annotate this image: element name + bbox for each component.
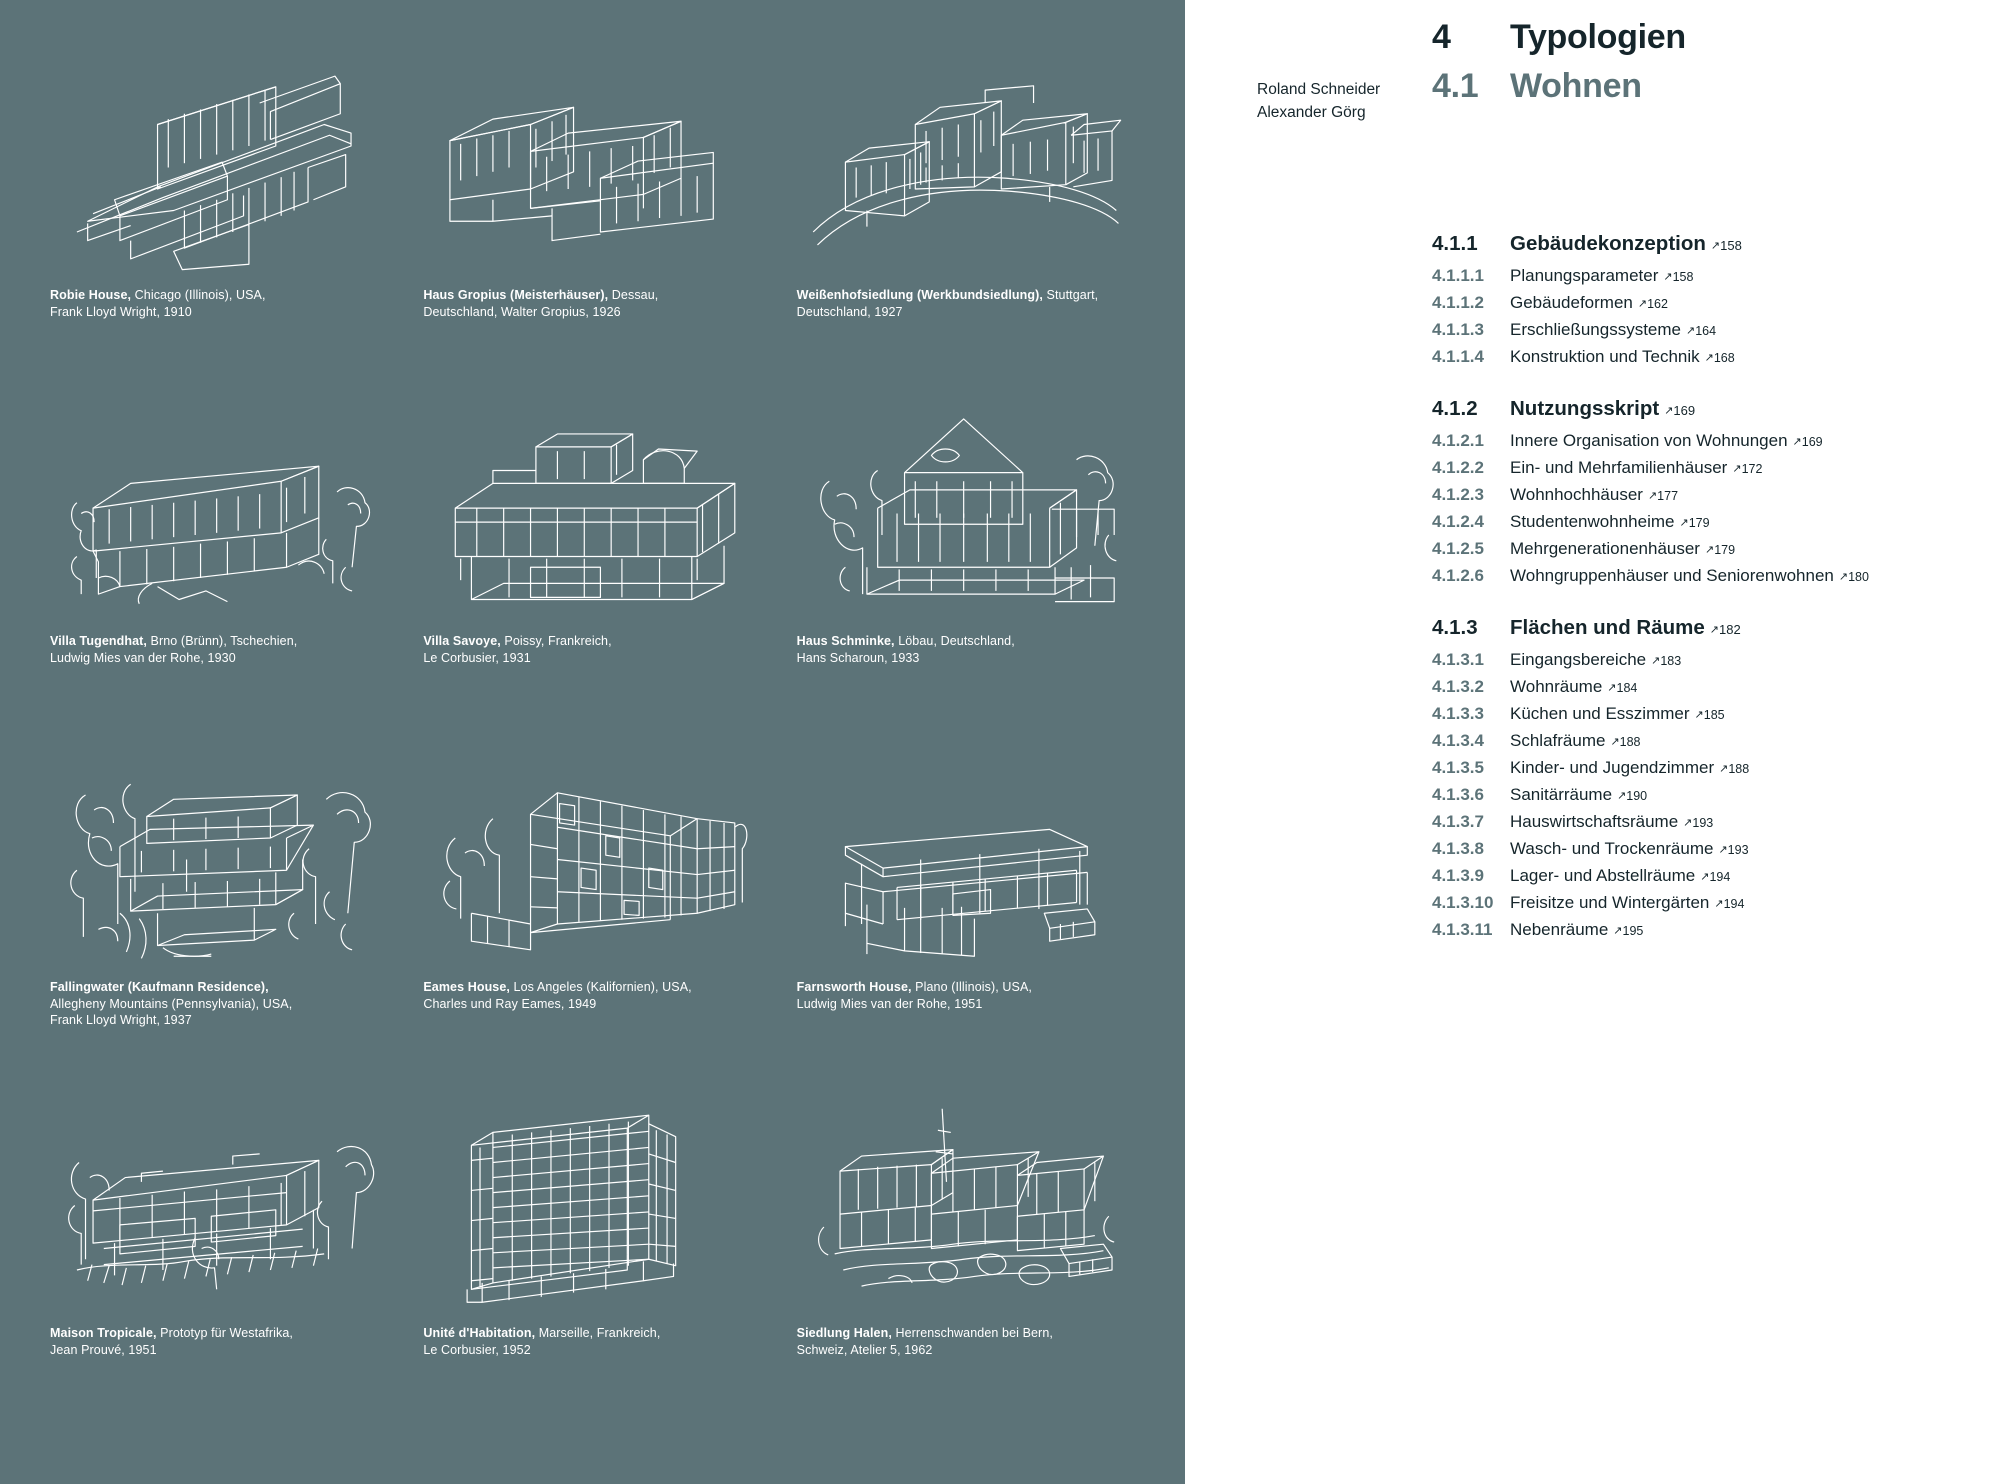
toc-page-number: 194 (1709, 870, 1731, 884)
caption (423, 979, 753, 1012)
toc-item-number: 4.1.3.1 (1432, 650, 1484, 669)
toc-heading-4-1-3[interactable] (1432, 616, 2000, 640)
toc-item-number: 4.1.3.10 (1432, 893, 1494, 912)
toc-page-ref: ↗195 (1613, 924, 1644, 938)
toc-page-number: 185 (1703, 708, 1725, 722)
toc-page-number: 184 (1616, 681, 1638, 695)
villa-savoye-sketch (423, 406, 756, 621)
caption-line2: Hans Scharoun, 1933 (796, 650, 920, 665)
toc-item-number: 4.1.1.1 (1432, 266, 1484, 285)
toc-item[interactable] (1432, 650, 2000, 670)
caption-title: Villa Tugendhat, (50, 634, 147, 648)
caption-detail: Brno (Brünn), Tschechien, (146, 634, 298, 648)
caption-title: Robie House, (50, 288, 132, 302)
toc-page-number: 190 (1626, 789, 1648, 803)
toc-item[interactable] (1432, 458, 2000, 478)
caption-line2: Schweiz, Atelier 5, 1962 (796, 1342, 933, 1357)
toc-item[interactable] (1432, 704, 2000, 724)
caption-title: Unité d'Habitation, (423, 1326, 536, 1340)
toc-page-ref: ↗183 (1651, 654, 1682, 668)
siedlung-halen-sketch (797, 1098, 1130, 1313)
toc-heading-number: 4.1.1 (1432, 232, 1478, 255)
caption-detail: Prototyp für Westafrika, (156, 1326, 293, 1340)
toc-item-number: 4.1.2.4 (1432, 512, 1484, 531)
toc-item[interactable] (1432, 839, 2000, 859)
toc-item-number: 4.1.3.3 (1432, 704, 1484, 723)
page-gutter (1185, 0, 1197, 1484)
toc-item[interactable] (1432, 347, 2000, 367)
toc-item[interactable] (1432, 677, 2000, 697)
toc-page-number: 164 (1695, 324, 1717, 338)
weissenhofsiedlung-sketch (797, 60, 1130, 275)
toc-item-number: 4.1.3.2 (1432, 677, 1484, 696)
caption-detail: Poissy, Frankreich, (500, 634, 612, 648)
toc-page-ref: ↗188 (1719, 762, 1750, 776)
toc-page-ref: ↗168 (1704, 351, 1735, 365)
author-name: Alexander Görg (1257, 104, 1366, 122)
toc-page-number: 172 (1741, 462, 1763, 476)
author-name: Roland Schneider (1257, 81, 1381, 98)
caption-title: Weißenhofsiedlung (Werkbundsiedlung), (796, 288, 1043, 302)
toc-page-ref: ↗182 (1709, 622, 1741, 637)
toc-item-label: Freisitze und Wintergärten (1510, 893, 1710, 912)
toc-page-number: 193 (1727, 843, 1749, 857)
unite-habitation-sketch (423, 1098, 756, 1313)
toc-page-number: 169 (1801, 435, 1823, 449)
toc-page-ref: ↗169 (1792, 435, 1823, 449)
toc-item-label: Nebenräume (1510, 920, 1609, 939)
toc-page-number: 194 (1723, 897, 1745, 911)
toc-heading-number: 4.1.2 (1432, 397, 1478, 420)
toc-item[interactable] (1432, 920, 2000, 940)
caption-detail: Chicago (Illinois), USA, (131, 288, 266, 302)
toc-item-number: 4.1.3.6 (1432, 785, 1484, 804)
caption-line2: Deutschland, 1927 (796, 304, 903, 319)
caption (50, 1325, 380, 1358)
caption-line2: Ludwig Mies van der Rohe, 1930 (50, 650, 236, 665)
toc-page-ref: ↗177 (1647, 489, 1679, 503)
toc-page-number: 188 (1619, 735, 1641, 749)
caption-detail: Marseille, Frankreich, (535, 1326, 661, 1340)
toc-item-label: Wohnhochhäuser (1510, 485, 1643, 504)
grid-item-robie-house (50, 60, 383, 406)
toc-page-ref: ↗162 (1637, 297, 1668, 311)
toc-page-ref: ↗193 (1683, 816, 1714, 830)
toc-item-number: 4.1.1.3 (1432, 320, 1484, 339)
title-block (1432, 18, 1992, 106)
toc-item-label: Wohngruppenhäuser und Seniorenwohnen (1510, 566, 1834, 585)
toc-page-number: 168 (1713, 351, 1735, 365)
caption-title: Haus Gropius (Meisterhäuser), (423, 288, 609, 302)
toc-item-label: Ein- und Mehrfamilienhäuser (1510, 458, 1728, 477)
toc-page-number: 162 (1647, 297, 1668, 311)
caption-title: Haus Schminke, (796, 634, 895, 648)
toc-item-number: 4.1.2.6 (1432, 566, 1484, 585)
toc-page-ref: ↗188 (1610, 735, 1641, 749)
haus-gropius-sketch (423, 60, 756, 275)
toc-item[interactable] (1432, 512, 2000, 532)
toc-page-ref: ↗172 (1732, 462, 1763, 476)
toc-item-label: Mehrgenerationenhäuser (1510, 539, 1700, 558)
caption (797, 1325, 1127, 1358)
toc-page-number: 177 (1657, 489, 1679, 503)
caption-line2: Le Corbusier, 1952 (423, 1342, 531, 1357)
toc-page-ref: ↗180 (1838, 570, 1869, 584)
toc-page-ref: ↗190 (1617, 789, 1648, 803)
toc-item[interactable] (1432, 293, 2000, 313)
toc-item-label: Gebäudeformen (1510, 293, 1633, 312)
toc-item-label: Planungsparameter (1510, 266, 1659, 285)
caption-detail: Herrenschwanden bei Bern, (891, 1326, 1053, 1340)
grid-item-eames-house (423, 752, 756, 1098)
caption (423, 1325, 753, 1358)
grid-item-villa-tugendhat (50, 406, 383, 752)
toc-item[interactable] (1432, 785, 2000, 805)
caption-detail: Los Angeles (Kalifornien), USA, (509, 980, 692, 994)
toc-heading-label: Flächen und Räume (1510, 616, 1705, 639)
chapter-number: 4 (1432, 18, 1451, 56)
toc-page-ref: ↗184 (1607, 681, 1638, 695)
caption-detail: Stuttgart, (1042, 288, 1099, 302)
caption-title: Siedlung Halen, (796, 1326, 892, 1340)
caption-line2: Deutschland, Walter Gropius, 1926 (423, 304, 621, 319)
toc-page-number: 180 (1848, 570, 1869, 584)
toc-page-ref: ↗193 (1718, 843, 1749, 857)
toc-item-number: 4.1.3.8 (1432, 839, 1484, 858)
section-number: 4.1 (1432, 67, 1479, 105)
toc-heading-4-1-1[interactable] (1432, 232, 2000, 256)
caption (423, 633, 753, 666)
authors-block (1257, 78, 1380, 125)
toc-item-number: 4.1.3.5 (1432, 758, 1484, 777)
toc-page-number: 169 (1673, 403, 1696, 418)
toc-item[interactable] (1432, 893, 2000, 913)
maison-tropicale-sketch (50, 1098, 383, 1313)
haus-schminke-sketch (797, 406, 1130, 621)
caption (50, 979, 380, 1029)
toc-page-number: 158 (1720, 238, 1742, 253)
toc-page-number: 158 (1672, 270, 1694, 284)
caption-line2: Charles und Ray Eames, 1949 (423, 996, 597, 1011)
caption-detail: Plano (Illinois), USA, (911, 980, 1032, 994)
grid-item-fallingwater (50, 752, 383, 1098)
caption-line2: Le Corbusier, 1931 (423, 650, 531, 665)
toc-item[interactable] (1432, 320, 2000, 340)
caption-title: Farnsworth House, (796, 980, 912, 994)
eames-house-sketch (423, 752, 756, 967)
caption (50, 633, 380, 666)
toc-item[interactable] (1432, 758, 2000, 778)
toc-item[interactable] (1432, 539, 2000, 559)
caption-line2: Allegheny Mountains (Pennsylvania), USA, (50, 996, 293, 1011)
toc-page-ref: ↗158 (1710, 238, 1742, 253)
toc-item-label: Küchen und Esszimmer (1510, 704, 1690, 723)
toc-item-label: Lager- und Abstellräume (1510, 866, 1696, 885)
toc-page-number: 195 (1622, 924, 1644, 938)
caption-line3: Frank Lloyd Wright, 1937 (50, 1013, 192, 1027)
toc-page-ref: ↗194 (1714, 897, 1745, 911)
caption (797, 633, 1127, 666)
toc-page-number: 179 (1714, 543, 1736, 557)
toc-item[interactable] (1432, 866, 2000, 886)
grid-item-haus-gropius (423, 60, 756, 406)
caption-detail: Löbau, Deutschland, (894, 634, 1015, 648)
chapter-label: Typologien (1510, 18, 1686, 56)
toc-item-number: 4.1.3.11 (1432, 920, 1493, 939)
grid-item-unite-habitation (423, 1098, 756, 1444)
caption-line2: Ludwig Mies van der Rohe, 1951 (796, 996, 983, 1011)
toc-item-label: Hauswirtschaftsräume (1510, 812, 1679, 831)
toc-item-number: 4.1.1.2 (1432, 293, 1484, 312)
table-of-contents (1432, 232, 2000, 947)
toc-heading-4-1-2[interactable] (1432, 397, 2000, 421)
building-sketch-grid (50, 60, 1130, 1444)
robie-house-sketch (50, 60, 383, 275)
toc-item-number: 4.1.2.5 (1432, 539, 1484, 558)
toc-item-number: 4.1.3.7 (1432, 812, 1484, 831)
section-label: Wohnen (1510, 67, 1642, 105)
toc-page-ref: ↗185 (1694, 708, 1725, 722)
toc-item-label: Kinder- und Jugendzimmer (1510, 758, 1715, 777)
grid-item-haus-schminke (797, 406, 1130, 752)
toc-heading-label: Gebäudekonzeption (1510, 232, 1706, 255)
toc-item-label: Erschließungssysteme (1510, 320, 1682, 339)
farnsworth-house-sketch (797, 752, 1130, 967)
fallingwater-sketch (50, 752, 383, 967)
caption (423, 287, 753, 320)
toc-item[interactable] (1432, 266, 2000, 286)
right-page-contents (1197, 0, 2000, 1484)
toc-page-ref: ↗179 (1679, 516, 1710, 530)
toc-item-number: 4.1.1.4 (1432, 347, 1484, 366)
toc-page-number: 188 (1728, 762, 1750, 776)
grid-item-siedlung-halen (797, 1098, 1130, 1444)
toc-page-number: 193 (1692, 816, 1714, 830)
toc-item[interactable] (1432, 731, 2000, 751)
toc-item-number: 4.1.2.3 (1432, 485, 1484, 504)
toc-page-number: 182 (1719, 622, 1741, 637)
toc-page-ref: ↗158 (1663, 270, 1694, 284)
caption-title: Eames House, (423, 980, 510, 994)
caption-title: Villa Savoye, (423, 634, 501, 648)
caption-detail: Dessau, (608, 288, 659, 302)
caption (797, 287, 1127, 320)
toc-page-ref: ↗194 (1700, 870, 1731, 884)
toc-item-label: Wohnräume (1510, 677, 1603, 696)
grid-item-weissenhofsiedlung (797, 60, 1130, 406)
toc-page-ref: ↗164 (1686, 324, 1717, 338)
toc-item-label: Schlafräume (1510, 731, 1606, 750)
toc-heading-label: Nutzungsskript (1510, 397, 1660, 420)
toc-heading-number: 4.1.3 (1432, 616, 1478, 639)
caption-line2: Jean Prouvé, 1951 (50, 1342, 157, 1357)
toc-page-ref: ↗179 (1704, 543, 1736, 557)
toc-item-number: 4.1.2.2 (1432, 458, 1484, 477)
toc-page-ref: ↗169 (1664, 403, 1696, 418)
caption (50, 287, 380, 320)
grid-item-farnsworth-house (797, 752, 1130, 1098)
toc-item-number: 4.1.2.1 (1432, 431, 1484, 450)
toc-item[interactable] (1432, 566, 2000, 586)
toc-item-label: Studentenwohnheime (1510, 512, 1675, 531)
toc-item-label: Wasch- und Trockenräume (1510, 839, 1714, 858)
toc-item-label: Sanitärräume (1510, 785, 1613, 804)
caption (797, 979, 1127, 1012)
toc-item-label: Konstruktion und Technik (1510, 347, 1700, 366)
toc-item-label: Eingangsbereiche (1510, 650, 1647, 669)
grid-item-villa-savoye (423, 406, 756, 752)
toc-item-number: 4.1.3.4 (1432, 731, 1484, 750)
caption-line2: Frank Lloyd Wright, 1910 (50, 304, 192, 319)
chapter-title (1432, 18, 1992, 57)
villa-tugendhat-sketch (50, 406, 383, 621)
caption-title: Maison Tropicale, (50, 1326, 157, 1340)
toc-item-number: 4.1.3.9 (1432, 866, 1484, 885)
grid-item-maison-tropicale (50, 1098, 383, 1444)
caption-title: Fallingwater (Kaufmann Residence), (50, 980, 269, 994)
section-title (1432, 67, 1992, 106)
toc-item[interactable] (1432, 485, 2000, 505)
toc-item[interactable] (1432, 812, 2000, 832)
toc-page-number: 183 (1660, 654, 1682, 668)
toc-item-label: Innere Organisation von Wohnungen (1510, 431, 1788, 450)
toc-item[interactable] (1432, 431, 2000, 451)
toc-page-number: 179 (1688, 516, 1710, 530)
